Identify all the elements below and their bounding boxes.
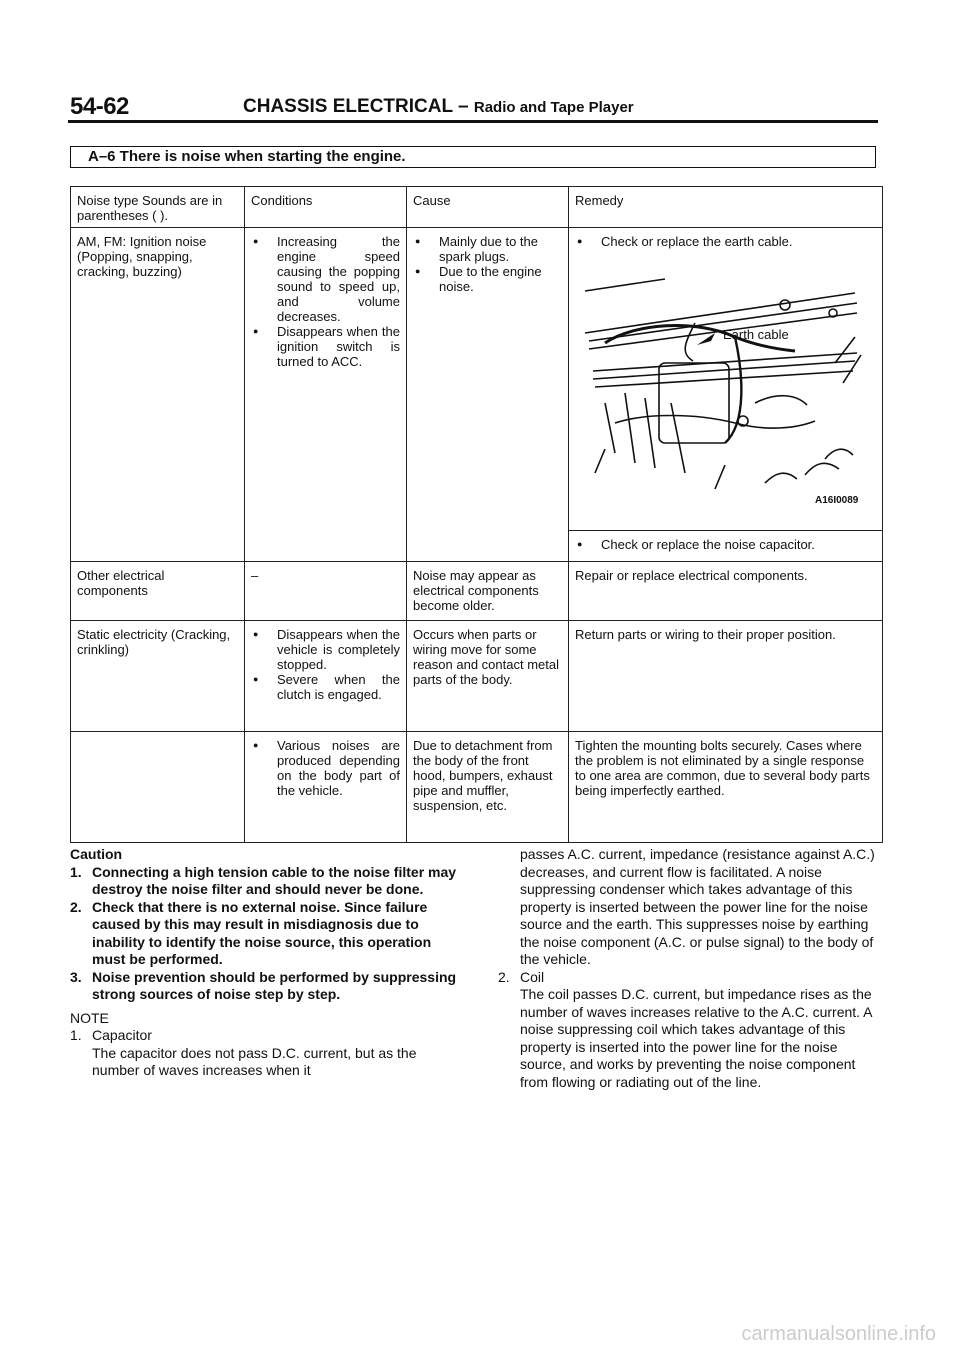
cause-cell: Occurs when parts or wiring move for some reason and contact metal parts of the body.	[407, 621, 569, 732]
bolt-1	[780, 300, 790, 310]
cause-item: ● Due to the engine noise.	[413, 264, 562, 294]
conditions-cell	[245, 621, 407, 732]
remedy-cell	[569, 228, 883, 531]
caution-text: Noise prevention should be performed by suppressing strong sources of noise step by step.	[92, 968, 457, 1002]
cause-cell	[407, 228, 569, 562]
conditions-cell	[245, 732, 407, 843]
condition-item: ● Increasing the engine speed causing the popping sound to speed up, and volume decreases.	[251, 234, 400, 324]
cause-cell: Due to detachment from the body of the front hood, bumpers, exhaust pipe and muffler, suspension, etc.	[407, 732, 569, 843]
header-noise-type: Noise type Sounds are in parentheses ( ).	[71, 187, 245, 228]
cause-cell: Noise may appear as electrical components become older.	[407, 562, 569, 621]
engine-block	[659, 363, 729, 443]
caution-number: 1.	[70, 863, 82, 880]
remedy-cell: Tighten the mounting bolts securely. Cases where the problem is not eliminated by a single response to one area are common, due to several body parts being imperfectly earthed.	[569, 732, 883, 843]
conditions-cell	[245, 228, 407, 562]
note-item-coil	[498, 969, 882, 987]
page-number: 54-62	[70, 93, 129, 120]
caution-number: 3.	[70, 968, 82, 985]
capacitor-text-continued: passes A.C. current, impedance (resistance against A.C.) decreases, and current flow is facilitated. A noise suppressing condenser which takes advantage of this property is inserted between the power line for the noise source and the earth. This suppresses noise by earthing the noise component (A.C. or pulse signal) to the body of the vehicle.	[520, 846, 875, 967]
note-heading: Capacitor	[92, 1027, 152, 1043]
caution-item	[70, 969, 462, 1004]
note-number: 1.	[70, 1027, 82, 1043]
remedy-cell: Return parts or wiring to their proper position.	[569, 621, 883, 732]
earth-cable-label: Earth cable	[723, 327, 789, 342]
misc-lines	[595, 449, 725, 489]
figure-code: A16I0089	[815, 495, 859, 506]
title-dash: –	[458, 96, 469, 117]
noise-type-cell	[71, 732, 245, 843]
page-title	[243, 96, 634, 118]
table-row	[71, 228, 883, 531]
condition-item: ● Severe when the clutch is engaged.	[251, 672, 400, 702]
table-row	[71, 621, 883, 732]
caution-text: Check that there is no external noise. Since failure caused by this may result in misdiagnosis due to inability to identify the noise source, this operation must be performed.	[92, 898, 432, 967]
subsection-name: Radio and Tape Player	[473, 99, 634, 116]
caution-item	[70, 899, 462, 969]
note-heading: Coil	[520, 968, 545, 985]
table-header-row	[71, 187, 883, 228]
diagnosis-table	[70, 186, 883, 843]
remedy-item: ● Check or replace the noise capacitor.	[575, 537, 876, 552]
section-title: A–6 There is noise when starting the engine.	[88, 148, 406, 165]
caution-item	[70, 864, 462, 899]
remedy-cell: Repair or replace electrical components.	[569, 562, 883, 621]
bracket	[755, 396, 807, 405]
harness	[615, 416, 815, 429]
noise-type-cell: Other electrical components	[71, 562, 245, 621]
manifold-pipes	[605, 393, 685, 473]
body-panel-lines	[585, 293, 857, 349]
table-row	[71, 562, 883, 621]
coil-text: The coil passes D.C. current, but impedance rises as the number of waves increases relative to the A.C. current. A noise suppressing coil which takes advantage of this property is inserted into the power line for the noise source, and works by preventing the noise component from flowing or radiating out of the line.	[520, 986, 872, 1090]
note-title: NOTE	[70, 1009, 109, 1026]
hood-line	[585, 279, 665, 291]
table-row	[71, 732, 883, 843]
condition-item: ● Disappears when the ignition switch is turned to ACC.	[251, 324, 400, 369]
header-rule	[68, 120, 878, 123]
noise-type-cell: AM, FM: Ignition noise (Popping, snapping, cracking, buzzing)	[71, 228, 245, 562]
watermark: carmanualsonline.info	[741, 1323, 936, 1345]
header-remedy: Remedy	[569, 187, 883, 228]
hoses-lower	[765, 449, 853, 483]
caution-text: Connecting a high tension cable to the noise filter may destroy the noise filter and should never be done.	[92, 863, 457, 897]
caution-number: 2.	[70, 898, 82, 915]
frame-lines	[593, 353, 857, 387]
note-continuation	[498, 846, 882, 1091]
earth-cable-line	[725, 337, 741, 443]
clamp	[685, 323, 695, 361]
remedy-item: ● Check or replace the earth cable.	[575, 234, 876, 249]
condition-item: ● Disappears when the vehicle is completely stopped.	[251, 627, 400, 672]
caution-title: Caution	[70, 846, 123, 862]
condition-item: ● Various noises are produced depending on the body part of the vehicle.	[251, 738, 400, 798]
note-number: 2.	[498, 968, 510, 985]
strut	[835, 337, 861, 383]
header-conditions: Conditions	[245, 187, 407, 228]
note-item-capacitor	[70, 1027, 462, 1045]
noise-type-cell: Static electricity (Cracking, crinkling)	[71, 621, 245, 732]
conditions-cell: –	[245, 562, 407, 621]
remedy-cell	[569, 531, 883, 562]
cause-item: ● Mainly due to the spark plugs.	[413, 234, 562, 264]
header-cause: Cause	[407, 187, 569, 228]
capacitor-text-start: The capacitor does not pass D.C. current, but as the number of waves increases when it	[92, 1044, 417, 1078]
earth-cable-figure	[575, 253, 865, 509]
caution-block	[70, 846, 462, 1080]
section-name: CHASSIS ELECTRICAL	[243, 96, 453, 117]
